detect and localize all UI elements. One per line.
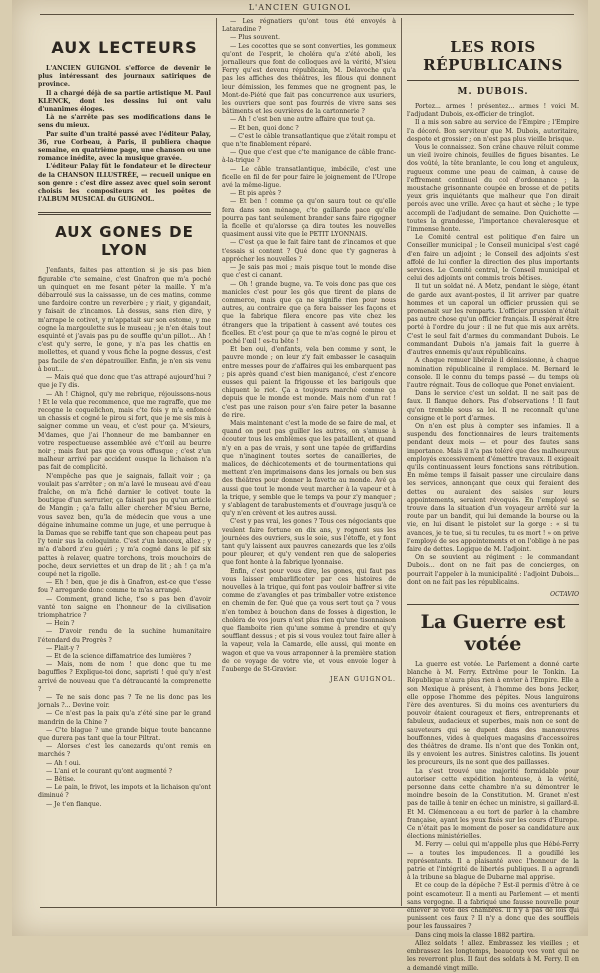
paragraph: — Alorses c'est les canezards qu'ont remis en marchés ? bbox=[38, 743, 211, 759]
paragraph: — Et ben ! comme ça qu'on saura tout ce qu'elle fera dans son ménage, c'te gaillarde pace qu'elle pourra pas tant seulement brander sans faire rigogner la ficelle et qu'alorsse ça dira toutes les nouvelles quasiment aussi vite que le PETIT LYONNAIS. bbox=[222, 198, 396, 239]
paragraph: — Et ben, quoi donc ? bbox=[230, 124, 299, 132]
section-divider bbox=[38, 212, 211, 215]
paragraph: — Mais, nom de nom ! que donc que tu me baguffles ? Explique-toi donc, sapristi ! qué qu'y n'est arrivé de nouveau que t'a détraucanté la comprenette ? bbox=[38, 661, 211, 693]
paragraph: — Ah ! c'est ben une autre affaire que tout ça. bbox=[230, 116, 376, 124]
rois-republicains-title: LES ROIS RÉPUBLICAINS bbox=[423, 38, 563, 74]
signature-octavio: OCTAVIO bbox=[550, 590, 579, 598]
paragraph: La guerre est votée. Le Parlement a donné carte blanche à M. Ferry. Extrême pour le Tonkin. La République n'aura plus rien à envier à l'Empire. Elle a son Mexique à présent, à l'homme des bons Jecker, elle oppose l'homme des pépites. Nous languirons l'ère des aventures. Si du moins ces aventuriers du pouvoir étaient courageux et fiers, entreprenants et fabuleux, audacieux et superbes, mais non ce sont de sauveteurs qui se dupent dans des manœuvres bouffonnes, vides à quelques magasins d'accessoires des théâtres de drame. Ils n'ont que des Tonkin ont, ils y envoient les autres. Sinistres calotins. Ils jouent les procureurs, ils ne sont que des paillasses. bbox=[407, 660, 579, 767]
paragraph: Mais maintenant c'est la mode de se faire de mal, et quand on peut pas guiller les autres, on s'amuse à écouter tous les emblèmes que les pataillent, et quand n'y en a pas de vrais, y sont une tapée de griffardins que n'inaginent toutes sortes de canailleries, de malices, de déchicotements et de tourmentations qui mettent z'en imprimaisons dans les jornals ou ben sus des théâtres pour donner la favette au monde. Avé ça aussi que tout le monde veut marcher à la vapeur et à la trique, y semble que le temps va pour z'y manquer ; y s'ablagent de tarabustements et d'ouvrage jusqu'à ce qu'y n'en crèvent et les autres aussi. bbox=[222, 419, 396, 518]
guerre-text bbox=[407, 661, 579, 973]
rois-subtitle: M. DUBOIS. bbox=[457, 87, 529, 97]
paragraph: — Que que c'est que c'te manigance de câble franc-à-la-trique ? bbox=[222, 149, 396, 165]
paragraph: On se souvient au régiment : le commandant Dubois... dont on ne fait pas de concierges, on pourrait l'appeler à la municipalité : l'adjoint Dubois... dont on ne fait pas les républicains. bbox=[407, 554, 579, 586]
paragraph: — Plus souvent. bbox=[230, 34, 280, 42]
aux-lecteurs-title: AUX LECTEURS bbox=[51, 38, 198, 57]
paragraph: La s'est trouvé une majorité formidable pour autoriser cette expédition honteuse, à la vérité, personne dans cette chambre n'a su démontrer le moindre besoin de la Constitution. M. Granet n'est pas de taille à tenir en échec un ministre, si gaillard-il. Et M. Clémenceau a eu tort de parler à la chambre française, ayant les yeux fixés sur les cours d'Europe. Ce n'était pas le moment de poser sa candidature aux élections ministérielles. bbox=[407, 767, 579, 841]
paragraph: C'est y pas vrai, les gones ? Tous ces négociants que veulent faire fortune en dix ans, y rognent sus les journées des ouvriers, sus le soie, sus l'étoffe, et y font tant qu'y laissent aux pauvres canezards que les z'oils pour pleurer, et qu'y vendent ren que de saloperies que font honte à la fabrique lyonnaise. bbox=[222, 518, 396, 567]
paragraph: N'empêche pas que je saignais, fallait voir ; ça voulait pas s'arrêter ; on m'a lavé le museau avé d'eau fraîche, on m'a fiché darnier le cotivet toute la boutique d'un serrurier, ça faisait pas pu qu'un article de Mangin ; ça'a fallu aller chercher M'sieu Berne, vous savez ben, qu'la de médecin que vous a une dégaine inhumaine comme un juge, et une perruque à la Damas que se rebiffe tant que son chapeau peut pas l'y tenir sus la coloquinte. C'est z'un lanceux, allez ; y m'a d'abord z'eu guéri ; y m'a cogné dans le pif six pattes à relaver, quatre torchons, trois mouchoirs de poche, deux serviettes et un drap de lit ; ah ! ça m'a coupé net la rigolle. bbox=[38, 472, 211, 578]
paragraph: Il a chargé déjà de sa partie artistique M. Paul KLENCK, dont les dessins lui ont valu d'unanimes éloges. bbox=[38, 89, 211, 114]
paragraph: — Mais qué que donc que t'as attrapé aujourd'hui ? que je l'y dis. bbox=[38, 374, 211, 390]
paragraph: — D'avoir rendu de la suchine humanitaire l'étendard du Progrès ? bbox=[38, 628, 211, 644]
paragraph: Par suite d'un traité passé avec l'éditeur Palay, 36, rue Corbeau, à Paris, il publiera chaque semaine, en quatrième page, une chanson ou une romance inédite, avec la musique gravée. bbox=[38, 130, 211, 163]
paragraph: — Comment, grand liche, t'so s pas ben d'avoir vanté ton saigne en l'honneur de la civilisation triomphatrice ? bbox=[38, 595, 211, 619]
paragraph: — Eh ! ben, que je dis à Gnafron, est-ce que t'esse fou ? arregarde donc comme te m'as arrangé. bbox=[38, 579, 211, 595]
signature-jean-guignol: JEAN GUIGNOL. bbox=[330, 676, 396, 684]
guerre-votee-title: La Guerre est votée bbox=[420, 610, 566, 655]
paragraph: L'éditeur Palay fût le fondateur et le directeur de la CHANSON ILLUSTRÉE, — recueil unique en son genre : c'est dire assez avec quel soin seront choisis les compositeurs et les poëtes de l'ALBUM MUSICAL du GUIGNOL. bbox=[38, 163, 211, 204]
section-divider bbox=[407, 604, 579, 605]
aux-lecteurs-text bbox=[38, 65, 211, 204]
aux-gones-text bbox=[38, 267, 211, 808]
paragraph: — Et pis après ? bbox=[230, 190, 281, 198]
paragraph: L'ANCIEN GUIGNOL s'efforce de devenir le plus intéressant des journaux satiriques de province. bbox=[38, 65, 211, 89]
paragraph: Là ne s'arrête pas ses modifications dans le sens du mieux. bbox=[38, 114, 211, 130]
paragraph: — Oh ! grande bugne, va. Te vois donc pas que ces manicles c'est pour les gôs que tirent de plans de commerce, mais que ça ne signifie rien pour nous autres, au contraire que ça fera baisser les façons et que la fabrique filera encore pas vite chez les étrangers que la tripatient à cassent avé toutes ces ficelles. Et c'est pour ça que te m'as cogné le pirou et poché l'œil ! es-tu bête ! bbox=[222, 280, 396, 345]
aux-gones-continued bbox=[222, 18, 396, 674]
column-1 bbox=[38, 18, 211, 906]
paragraph: — Hein ? bbox=[46, 620, 75, 628]
column-3 bbox=[407, 18, 579, 972]
paragraph: Portez... armes ! présentez... armes ! voici M. l'adjudant Dubois, ex-officier de tringlot. bbox=[407, 103, 579, 119]
paragraph: Le Comité central est politique d'en faire un Conseiller municipal ; le Conseil municipal s'est cagé d'en faire un adjoint ; le Conseil des adjoints s'est affolé de lui confier la direction des plus importants services. Le Comité central, le Conseil municipal et celui des adjoints ont commis trois bêtises. bbox=[407, 234, 579, 283]
paragraph: Il tut un soldat né. A Metz, pendant le siège, étant de garde aux avant-postes, il lit arriver par quatre hommes et un caporal un officier prussien qui se promenait sur les remparts. L'officier prussien n'était pas autre chose qu'un officier français. Il espérait être porté à l'ordre du jour : il ne fut que mis aux arrêts. C'est le seul fait d'armes du commandant Dubois. Le commandant Dubois n'a jamais fait la guerre à d'autres ennemis qu'aux républicains. bbox=[407, 283, 579, 357]
paragraph: — Ah ! oui. bbox=[46, 759, 81, 767]
paragraph: — C'te blague ? une grande bique toute bancanne que durera pas tant que la tour Piltrat. bbox=[38, 726, 211, 743]
paragraph: — Le pain, le frivot, les impots et la lichaison qu'ont diminué ? bbox=[38, 784, 211, 800]
column-rule-1 bbox=[216, 18, 217, 906]
paragraph: — C'est ça que le fait faire tant de z'incamos et que t'essais si content ? Qué donc que t'y gagneras à apprécher les nouvelles ? bbox=[222, 239, 396, 263]
paragraph: — C'est le câble transatlantique que z'était rompu et que n'te finablement réparé. bbox=[222, 132, 396, 149]
paragraph: — Plait-y ? bbox=[46, 644, 80, 652]
bottom-rule bbox=[40, 907, 574, 908]
paragraph: — Et de la science diffamatrice des lumières ? bbox=[46, 653, 192, 660]
paragraph: — Ce n'est pas la paix qu'a z'été sine par le grand mandrin de la Chine ? bbox=[38, 710, 211, 726]
paragraph: — L'ani et le courant qu'ont augmenté ? bbox=[46, 767, 172, 775]
paragraph: — Ah ! Chignol, qu'y me rebrique, réjouissons-nous ! Et le vela que recommence, que me ragraffe, que me recogne le coquelichon, mais c'te fois y m'a enfoncé un chassis et cogné le pirou si fort, que je me sis mis à saigner comme un veau, et c'est pour ça. M'sieurs, M'dames, que j'ai l'honneur de me bambanner en votre respectueuse assemblée avé c't'œil au beurre noir ; mais faut pas que ça vous offusque ; c'est z'un malheur arrivé par accident ousque la lichaison n'a pas fait de complicité. bbox=[38, 390, 211, 472]
page-folio: L'ANCIEN GUIGNOL bbox=[248, 3, 352, 12]
rois-text bbox=[407, 103, 579, 587]
paragraph: — Bêtise. bbox=[46, 776, 76, 784]
paragraph: J'enfants, faites pas attention si je sis pas bien figurable c'te semaine, c'est Gnafron que m'a poché un quinquet en me fesant péter la maille. Y m'a débarroulé sus la caissasse, un de ces matins, comme une fardoire contre un reverbère ; y riait, y gigandait, y faisait de z'incamos. Là dessus, sans rien dire, y m'arrape le cotivet, y m'appatait sur son estome, y me cogne la margoulette sus le museau ; je n'en étais tout esquinté et j'avais pas pu de souffle qu'un pillot... Ah ! c'est qu'y serre, le gone, y n'a pas les chattis en mollettes, et quand y vous fiche la pogne dessus, c'est pas facile de s'en dépatrouiller. Enfin, je n'en sis venu à bout... bbox=[38, 267, 211, 373]
paragraph: — Je sais pas moi ; mais pisque tout le monde dise que c'est ci canant. bbox=[222, 264, 396, 280]
aux-gones-title: AUX GONES DE LYON bbox=[55, 223, 194, 260]
title-underline bbox=[407, 80, 579, 81]
top-rule bbox=[40, 14, 574, 15]
paragraph: — Les cocottes que se sont converties, les gommeux qu'ont de l'esprit, le choléra qu'a z'été aboli, les jornalleurs que font de colloques avé la vérité, M'sieu Ferry qu'est devenu républicain, M. Delavoche qu'a pas les affiches des théâtres, les filous qui donnent leur démission, les femmes que ne grognent pas, le Mont-de-Piété que fait pas concurrence aux usuriers, les ouvriers que sont pas fourrés de vivre sans ses bâtiments et les ouvrières de la cartonnerie ? bbox=[222, 42, 396, 116]
column-2 bbox=[222, 18, 396, 906]
paragraph: Dans cinq mois la classe 1882 partira. bbox=[415, 931, 535, 939]
paragraph: — Te ne sais donc pas ? Te ne lis donc pas les jornals ?... Devine voir. bbox=[38, 694, 211, 710]
paragraph: Enfin, c'est pour vous dire, les gones, qui faut pas vous laisser embarliflcoter par ces histoires de nouvelles à la trique, qui font pas vouloir baffrer si vite comme de z'avangles et pas trimballer votre existence en chemin de fer. Qué que ça vous sert tout ça ? vous n'en tombez à bouchon dans de fosses à digestion, le choléra de vos jours n'est plus rien qu'une tisonnaison que flamboite rien qu'une somme à prendre et qu'y soufflant dessus ; et pis si vous voulez tout faire aller à la vapeur, vela la Camarde, elle aussi, qui monte en wagon et que va vous arraponner à la première station de ce voyage de votre vie, et vous envoie loger à l'auberge de St-Gravier. bbox=[222, 567, 396, 674]
paragraph: — Les régnatiers qu'ont tous été envoyés à Lataradine ? bbox=[222, 18, 396, 34]
paragraph: Dans le service c'est un soldat. Il ne sait pas de faux. Il flanque dehors. Pas d'observations ! Il faut qu'on tremble sous sa loi. Il ne reconnaît qu'une consigne et le port d'armes. bbox=[407, 390, 579, 422]
paragraph: Vous le connaissez. Son crâne chauve réluit comme un vieil ivoire chinois, feuilles de figues bisantes. Le dos voûté, la tête branlante, le cou long et anguleux, rugueux comme une peau de caiman, à cause de l'effrement continuel du col d'ordonnance ; la moustache grisonnante coupée en brosse et de petits yeux gris inquiétants que malheur que l'on dirait percés avec une vrille. Avec ça haut et sèche ; le type accompli de l'adjudant de semaine. Don Quichotte — toutes la grandesse, l'importance chevaleresque et l'immense honte. bbox=[407, 144, 579, 234]
paragraph: Il a mis son sabre au service de l'Empire ; l'Empire l'a décoré. Bon serviteur que M. Dubois, autoritaire, despote et grossier ; on n'est pas plus vieille brisque. bbox=[407, 119, 579, 143]
paragraph: Et ce coup de la dépêche ? Est-il permis d'être à ce point escamoteur. Il a menti au Parlement — et menti sans vergogne. Il a fabriqué une fausse nouvelle pour enlever le vote des chambres. Il n'y a pas de lois qui punissent ces faux ? Il n'y a donc que des souffleis pour les faussaires ? bbox=[407, 882, 579, 931]
paragraph: M. Ferry — celui qui m'appelle plus que Hébé-Ferry — a toutes les impudences. Il a goudillé les représentants. Il a plaisanté avec l'honneur de la patrie et l'intégrité de libertés publiques. Il a agrandi à la tribune sa blague de Dubarne mal apprise. bbox=[407, 841, 579, 882]
column-rule-2 bbox=[401, 18, 402, 906]
paragraph: — Je t'en flanque. bbox=[46, 800, 102, 808]
paragraph: Allez soldats ! allez. Embrassez les vieilles ; et embrassez les longtemps, beaucoup vos vont qui ne les reverront plus. Il faut des soldats à M. Ferry. Il en a demandé vingt mille. bbox=[407, 939, 579, 972]
paragraph: — Le câble transatlantique, imbécile, c'est une ficelle en fil de fer pour faire le joignement de l'Urope avé la même-ligue. bbox=[222, 165, 396, 190]
paragraph: On n'en est plus à compter ses infamies. Il a suspendu des fonctionnaires de leurs traitements pendant deux mois — et pour des fautes sans importance. Mais il n'a pas toléré que des malheureux employés excessivement d'émettre travaux. Il exigeait qu'ils continuassent leurs fonctions sans rétribution. En même temps il faisait passer une circulaire dans les services, annonçant que ceux qui feraient des dettes ou auraient des saisies sur leurs appointements, seraient révoqués. En l'employé se trouve dans la situation d'un voyageur arrêté sur la route par un bandit, qui lui demande la bourse ou la vie, en lui disant le pistolet sur la gorge : « si tu avances, je te tue, si tu recules, tu es mort ! » on prive l'employé de ses appointements et on l'oblige à ne pas faire de dettes. Logique de M. l'adjoint. bbox=[407, 422, 579, 553]
paragraph: Et ben oui, d'enfants, vela ben comme y sont, le pauvre monde ; on leur z'y fait embasser le casaquin entre messes pour de z'affaires qui les embarquent pas ; pis après quand c'est bien manigancé, c'est z'encore eusses qui paient la frigousse et les barigouls que chiquent le riot. Ça a toujours marché comme ça depuis que le monde est monde. Mais nom d'un rat ! c'est pas une raison pour s'en faire peter la basanne de rire. bbox=[222, 346, 396, 419]
paragraph: A chaque remuer libérale il démissionne, à chaque nomination républicaine il remplace. M. Bernard le console. Il le connu du temps passé — du temps où l'autre régnait. Tous de colloque que Ponet enviaient. bbox=[407, 357, 579, 389]
newspaper-page bbox=[12, 0, 588, 972]
